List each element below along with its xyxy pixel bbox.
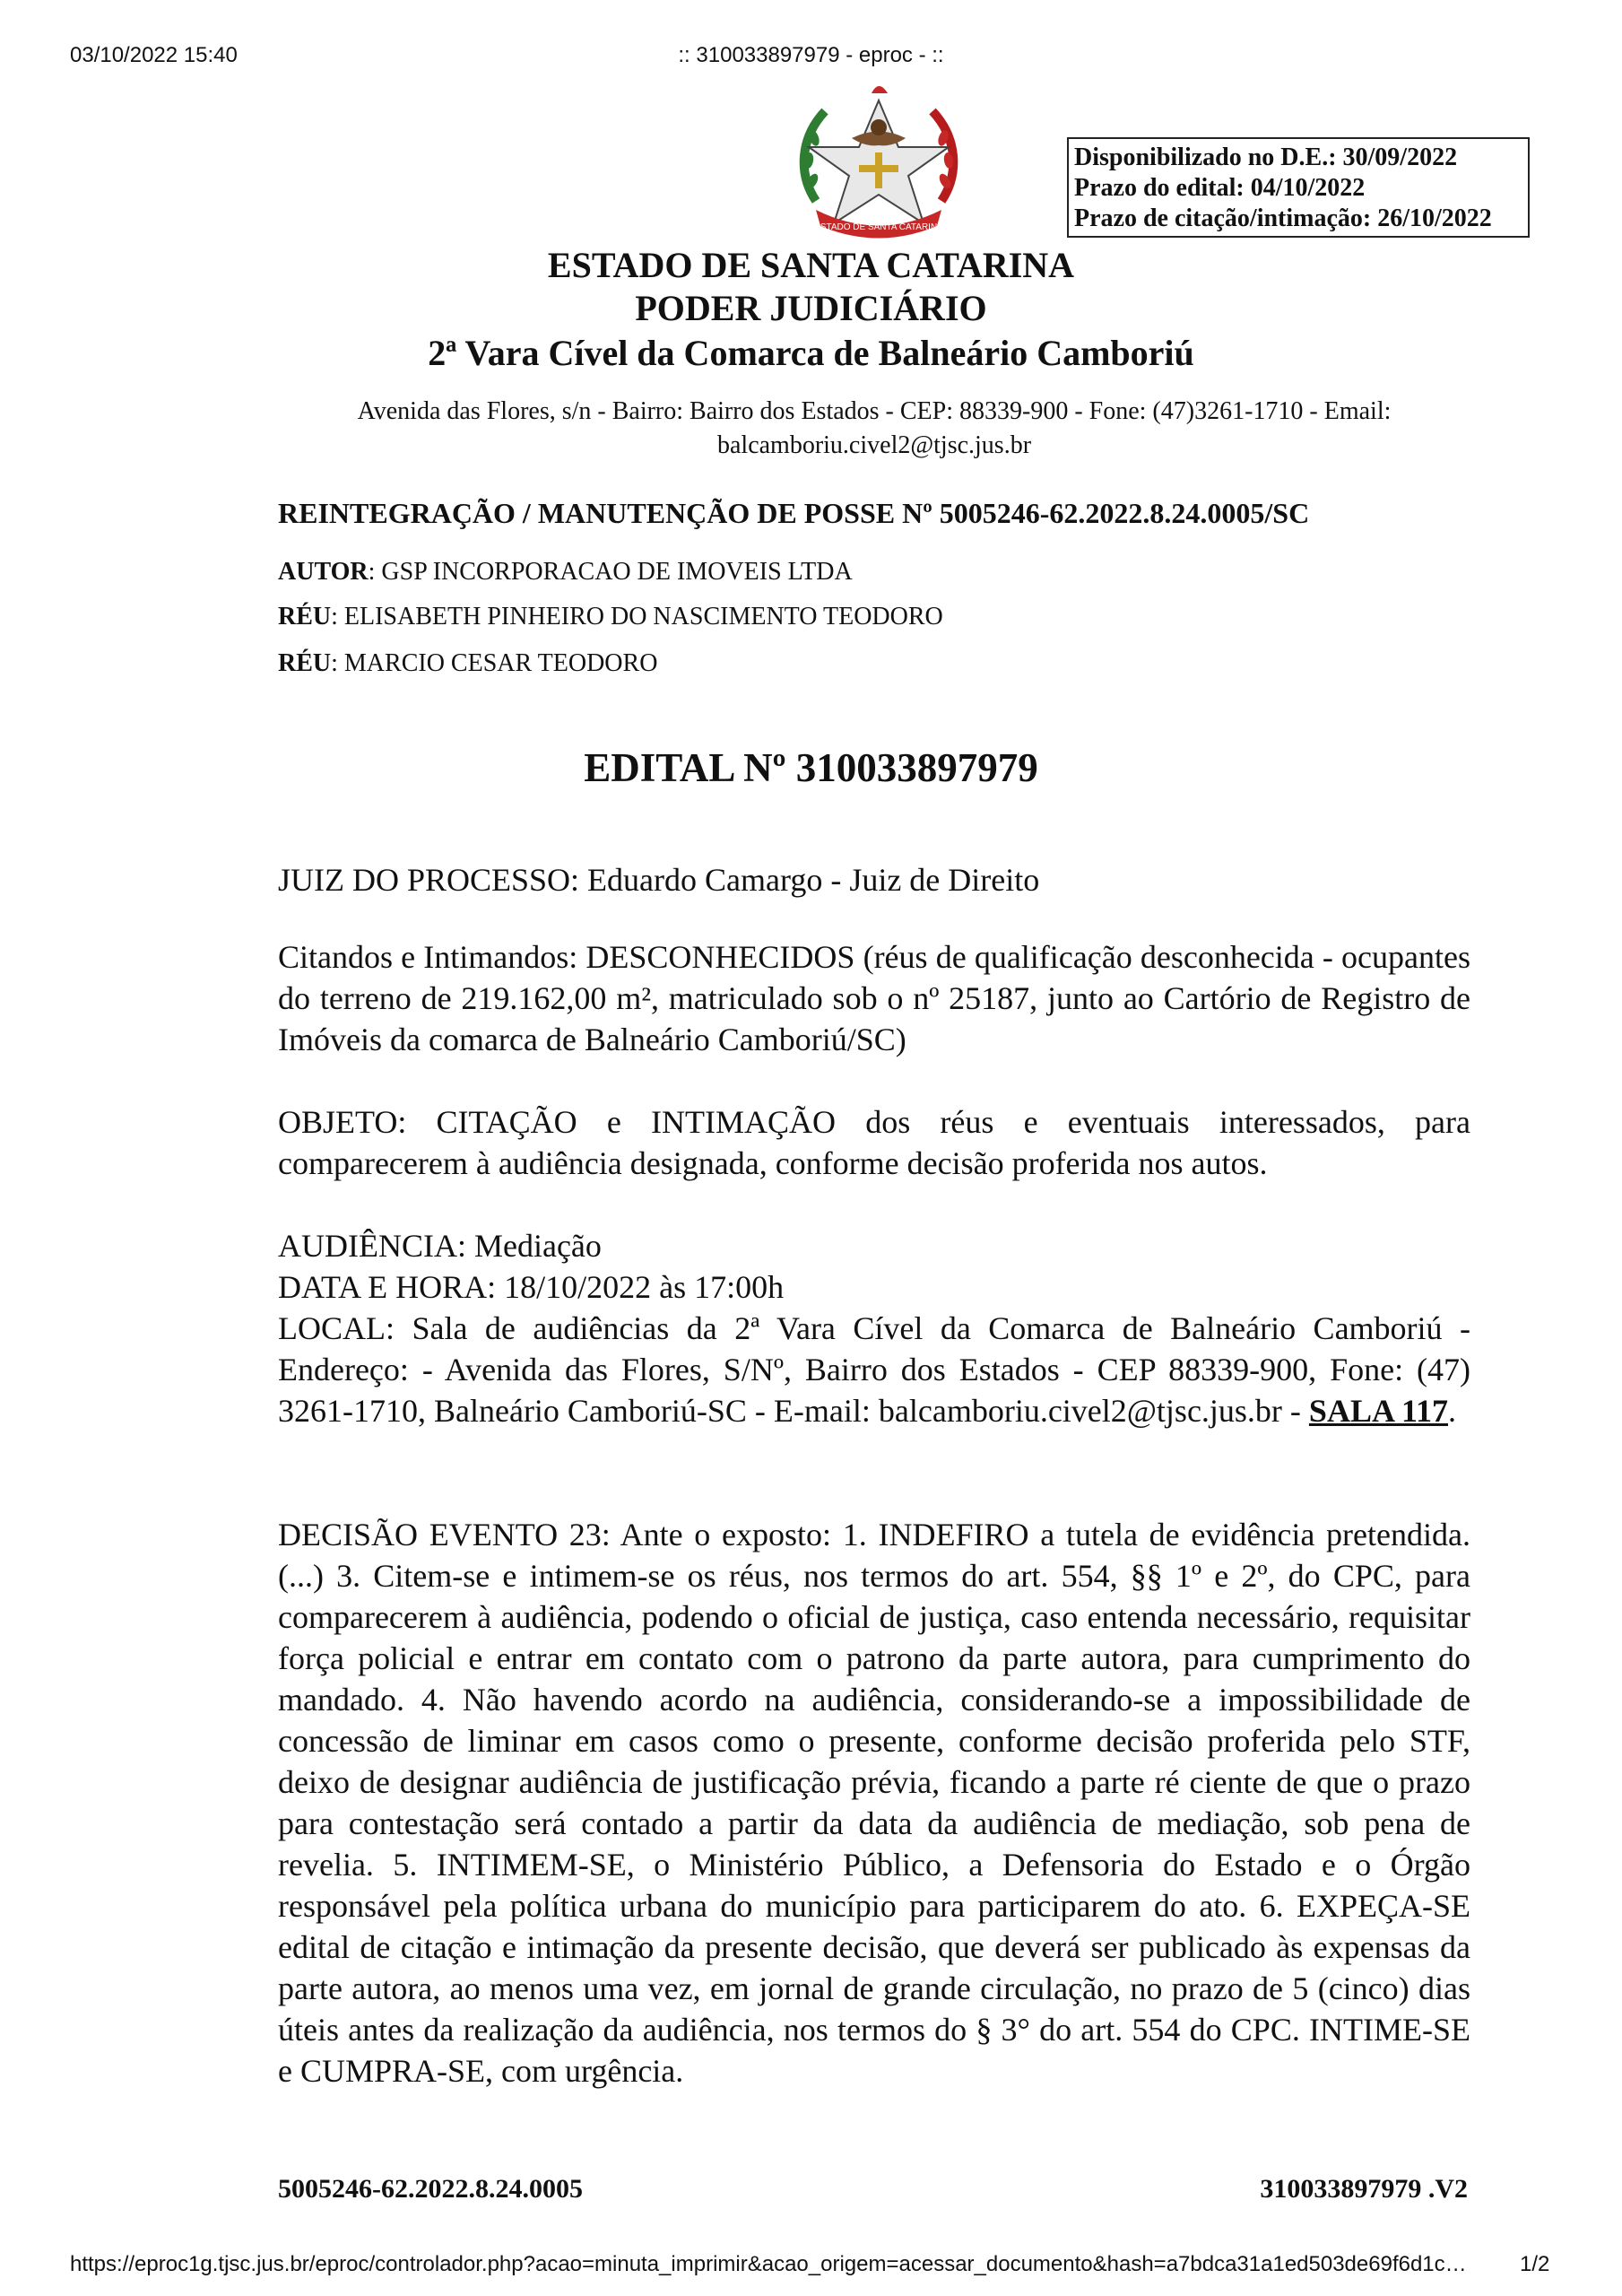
print-title: :: 310033897979 - eproc - :: <box>678 43 944 67</box>
party-name: : ELISABETH PINHEIRO DO NASCIMENTO TEODORO <box>331 603 943 631</box>
hearing-section <box>278 1225 1470 1431</box>
party-role: RÉU <box>278 603 332 631</box>
party-role: RÉU <box>278 649 332 677</box>
party-role: AUTOR <box>278 558 369 586</box>
state-heading: ESTADO DE SANTA CATARINA <box>547 245 1075 285</box>
hearing-room: SALA 117 <box>1308 1393 1448 1429</box>
edital-title: EDITAL Nº 310033897979 <box>584 745 1038 790</box>
judiciary-heading: PODER JUDICIÁRIO <box>635 288 987 328</box>
de-available-date: Disponibilizado no D.E.: 30/09/2022 <box>1074 144 1458 171</box>
hearing-location-text: LOCAL: Sala de audiências da 2ª Vara Cível da Comarca de Balneário Camboriú - Endereço: - Avenida das Flores, S/Nº, Bairro dos Estados - CEP 88339-900, Fone: (47) 3261-1710, Balneário Camboriú-SC - E-mail: balcamboriu.civel2@tjsc.jus.br - <box>278 1310 1470 1429</box>
print-datetime: 03/10/2022 15:40 <box>70 43 238 67</box>
hearing-location <box>278 1308 1470 1431</box>
footer-document-id: 310033897979 .V2 <box>1260 2174 1468 2204</box>
hearing-room-suffix: . <box>1447 1393 1456 1429</box>
court-heading: 2ª Vara Cível da Comarca de Balneário Camboriú <box>428 333 1194 373</box>
citandos-paragraph: Citandos e Intimandos: DESCONHECIDOS (réus de qualificação desconhecida - ocupantes do terreno de 219.162,00 m², matriculado sob o nº 25187, junto ao Cartório de Registro de Imóveis da comarca de Balneário Camboriú/SC) <box>278 939 1470 1057</box>
edital-deadline: Prazo do edital: 04/10/2022 <box>1074 174 1366 202</box>
page-number: 1/2 <box>1520 2252 1550 2276</box>
process-title: REINTEGRAÇÃO / MANUTENÇÃO DE POSSE Nº 5005246-62.2022.8.24.0005/SC <box>278 497 1310 529</box>
hearing-datetime: DATA E HORA: 18/10/2022 às 17:00h <box>278 1269 785 1305</box>
party-defendant-1 <box>278 603 943 631</box>
state-crest-icon <box>789 75 968 246</box>
print-url: https://eproc1g.tjsc.jus.br/eproc/controlador.php?acao=minuta_imprimir&acao_origem=acessar_documento&hash=a7bdca31a1ed503de69f6d1c… <box>70 2252 1467 2276</box>
judge-line: JUIZ DO PROCESSO: Eduardo Camargo - Juiz de Direito <box>278 862 1040 898</box>
decision-paragraph: DECISÃO EVENTO 23: Ante o exposto: 1. INDEFIRO a tutela de evidência pretendida. (...) 3. Citem-se e intimem-se os réus, nos termos do art. 554, §§ 1º e 2º, do CPC, para comparecerem à audiência, podendo o oficial de justiça, caso entenda necessário, requisitar força policial e entrar em contato com o patrono da parte autora, para cumprimento do mandado. 4. Não havendo acordo na audiência, considerando-se a impossibilidade de concessão de liminar em casos como o presente, conforme decisão proferida pelo STF, deixo de designar audiência de justificação prévia, ficando a parte ré ciente de que o prazo para contestação será contado a partir da data da audiência de mediação, sob pena de revelia. 5. INTIMEM-SE, o Ministério Público, a Defensoria do Estado e o Órgão responsável pela política urbana do município para participarem do ato. 6. EXPEÇA-SE edital de citação e intimação da presente decisão, que deverá ser publicado às expensas da parte autora, ao menos uma vez, em jornal de grande circulação, no prazo de 5 (cinco) dias úteis antes da realização da audiência, nos termos do § 3° do art. 554 do CPC. INTIME-SE e CUMPRA-SE, com urgência. <box>278 1517 1470 2089</box>
crest-ribbon-text: ESTADO DE SANTA CATARINA <box>814 222 943 232</box>
citation-deadline: Prazo de citação/intimação: 26/10/2022 <box>1074 204 1492 232</box>
hearing-type: AUDIÊNCIA: Mediação <box>278 1228 602 1264</box>
party-author <box>278 558 853 587</box>
party-defendant-2 <box>278 649 657 678</box>
party-name: : GSP INCORPORACAO DE IMOVEIS LTDA <box>368 558 853 586</box>
publication-info-box <box>1067 137 1530 238</box>
party-name: : MARCIO CESAR TEODORO <box>331 649 658 677</box>
footer-process-number: 5005246-62.2022.8.24.0005 <box>278 2174 583 2204</box>
objeto-paragraph: OBJETO: CITAÇÃO e INTIMAÇÃO dos réus e eventuais interessados, para comparecerem à audiência designada, conforme decisão proferida nos autos. <box>278 1104 1470 1181</box>
court-address: Avenida das Flores, s/n - Bairro: Bairro dos Estados - CEP: 88339-900 - Fone: (47)3261-1710 - Email: balcamboriu.civel2@tjsc.jus.br <box>357 397 1392 459</box>
